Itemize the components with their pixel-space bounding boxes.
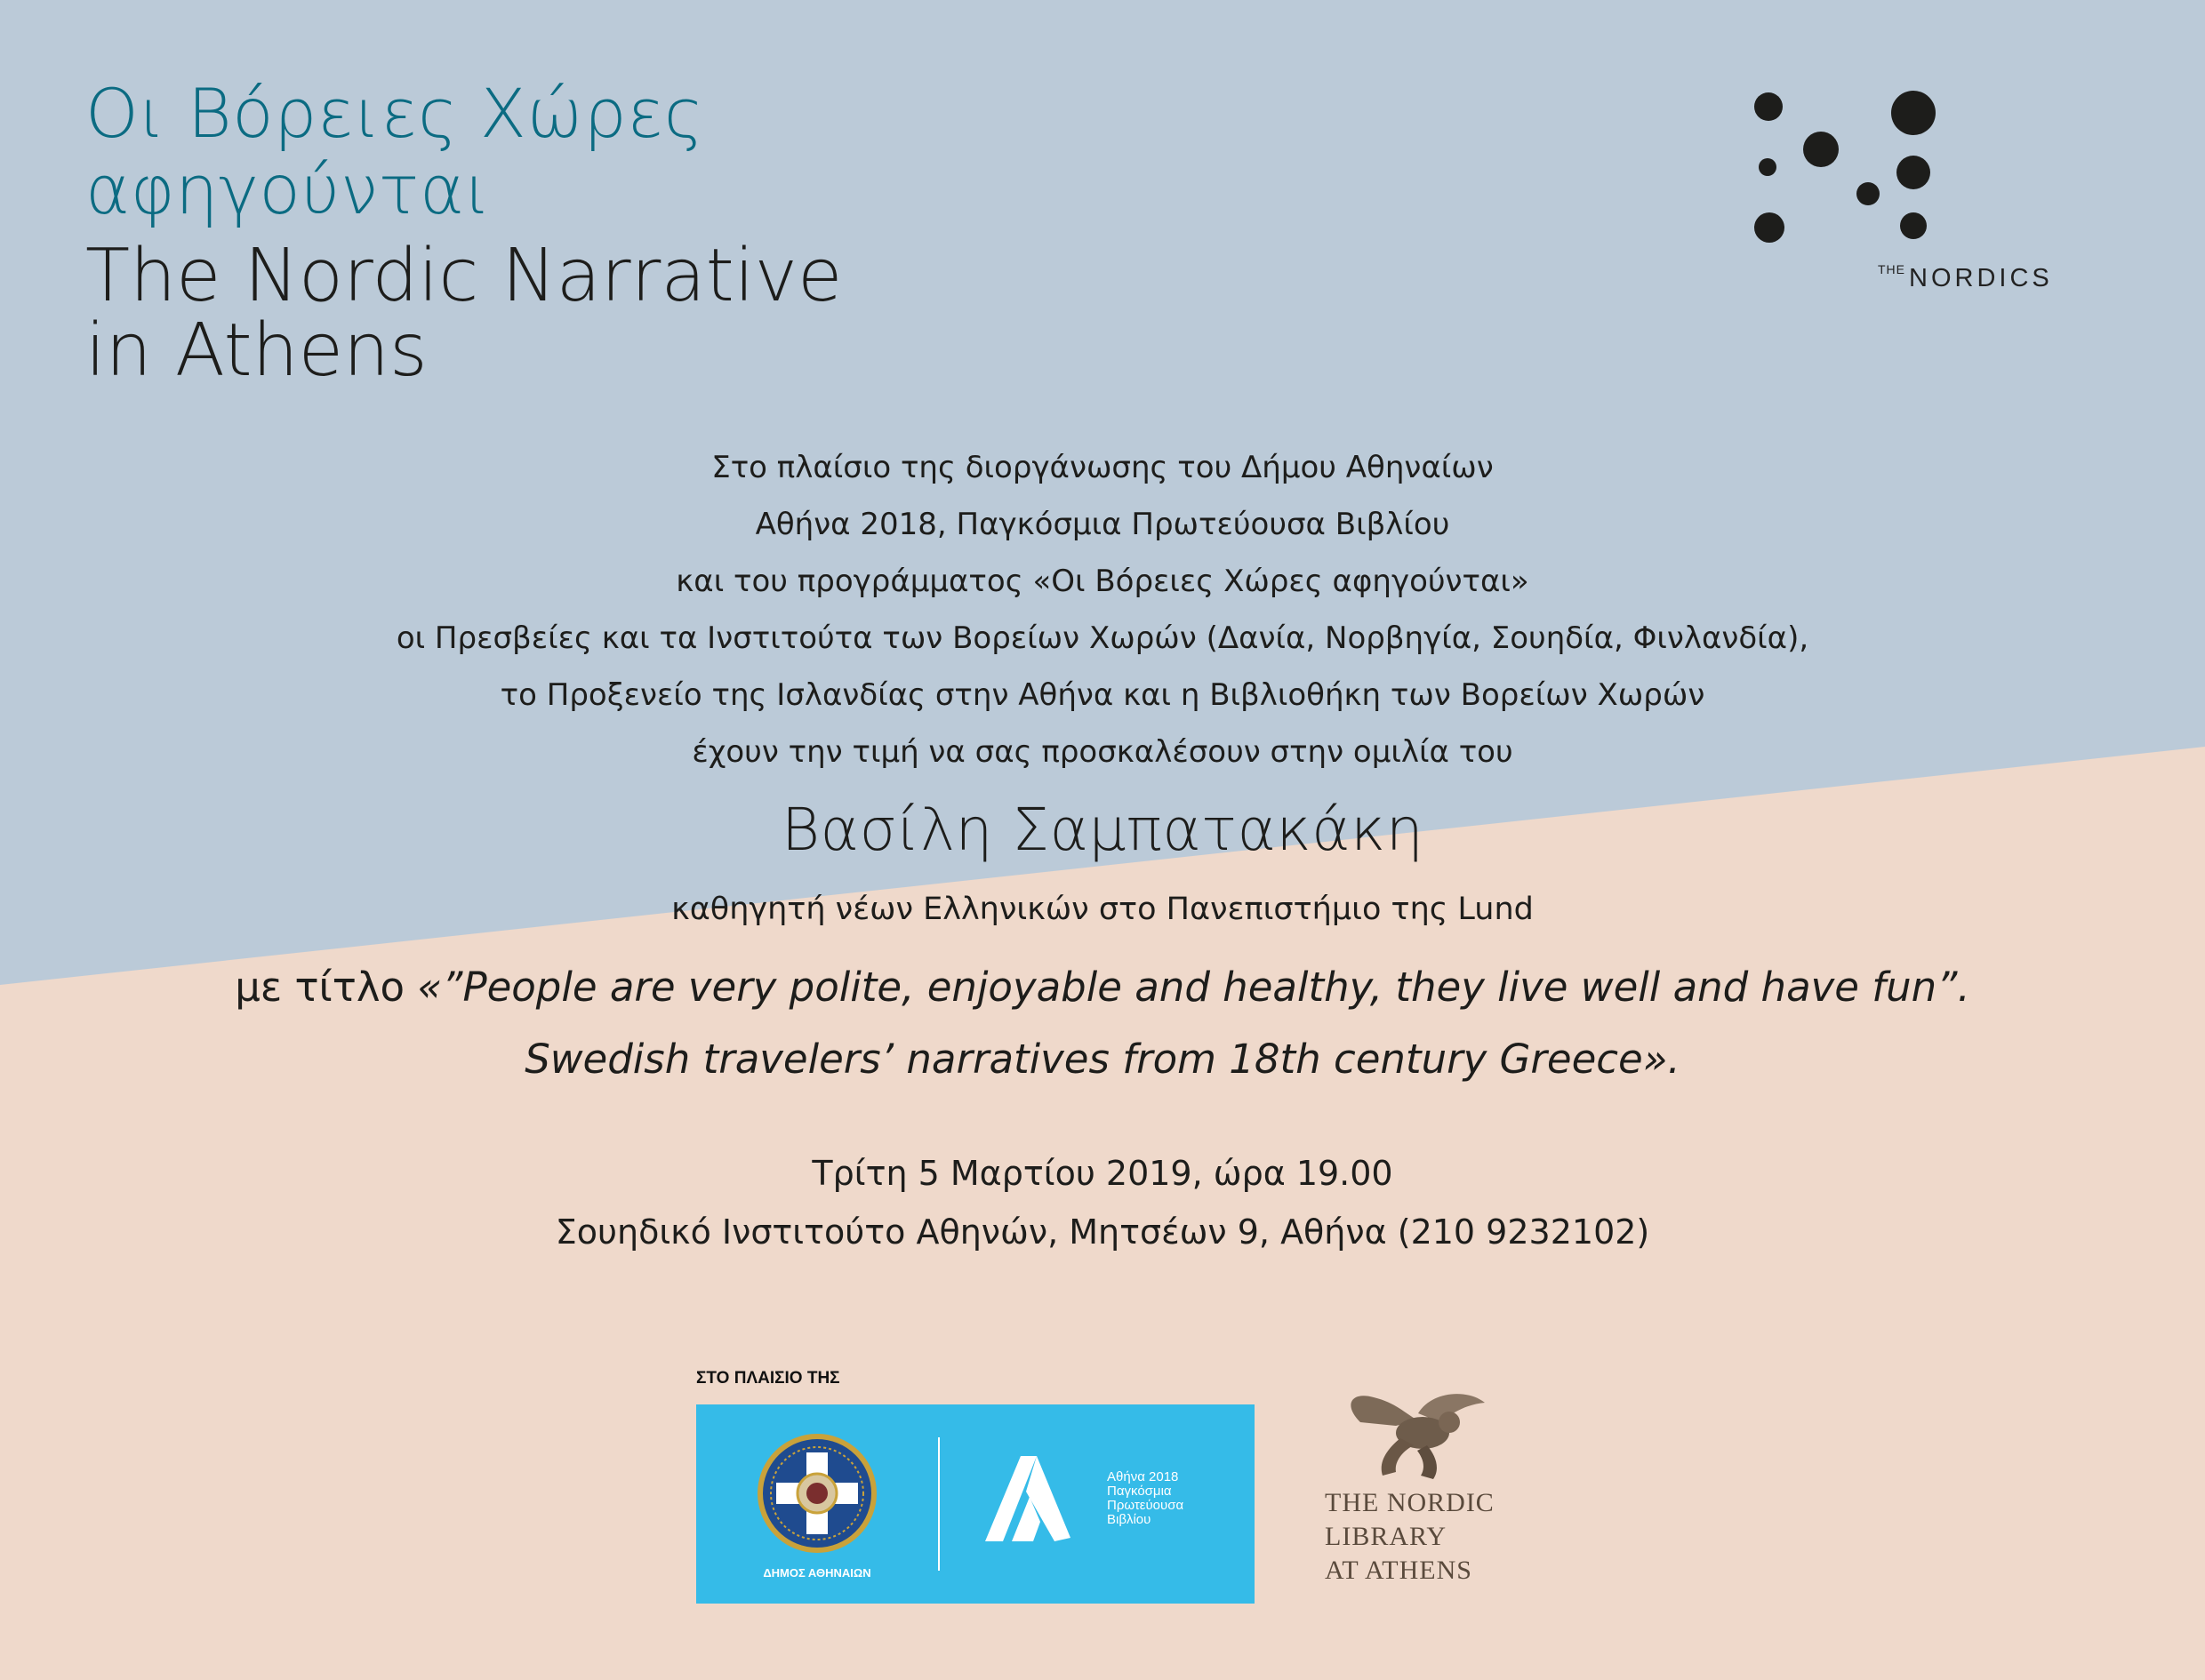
invitation-line-4: οι Πρεσβείες και τα Ινστιτούτα των Βορείων Χωρών (Δανία, Νορβηγία, Σουηδία, Φινλανδία),: [396, 620, 1809, 656]
english-title-line-2: in Athens: [85, 308, 428, 393]
talk-title-line-1: [0, 951, 2205, 1023]
book-capital-line-1: Αθήνα 2018: [1107, 1469, 1179, 1484]
invitation-text: [0, 439, 2205, 780]
speaker-position: καθηγητή νέων Ελληνικών στο Πανεπιστήμιο της Lund: [671, 892, 1534, 927]
athens-2018-logo-banner: [696, 1404, 1255, 1604]
event-venue: Σουηδικό Ινστιτούτο Αθηνών, Μητσέων 9, Αθήνα (210 9232102): [555, 1212, 1650, 1252]
event-date-time: Τρίτη 5 Μαρτίου 2019, ώρα 19.00: [812, 1154, 1393, 1193]
nordic-library-wordmark: [1325, 1486, 1495, 1588]
the-nordics-wordmark: [1878, 262, 2053, 293]
library-line-2: LIBRARY: [1325, 1522, 1447, 1551]
invitation-line-6: έχουν την τιμή να σας προσκαλέσουν στην ομιλία του: [692, 734, 1513, 770]
english-title: [85, 234, 843, 393]
greek-title: [85, 74, 843, 233]
talk-title-text-1: «”People are very polite, enjoyable and healthy, they live well and have fun”.: [417, 964, 1970, 1011]
speaker-name: Βασίλη Σαμπατακάκη: [781, 796, 1424, 864]
book-capital-line-3: Πρωτεύουσα: [1107, 1498, 1184, 1513]
talk-title: [0, 951, 2205, 1095]
book-capital-line-4: Βιβλίου: [1107, 1512, 1151, 1527]
book-capital-caption: [1107, 1470, 1183, 1527]
book-capital-line-2: Παγκόσμια: [1107, 1484, 1172, 1499]
event-details: [0, 1144, 2205, 1261]
logo-nordics: NORDICS: [1909, 264, 2053, 292]
library-line-1: THE NORDIC: [1325, 1488, 1495, 1517]
english-title-line-1: The Nordic Narrative: [85, 234, 843, 318]
greek-title-line-1: Οι Βόρειες Χώρες: [85, 74, 704, 153]
invitation-line-2: Αθήνα 2018, Παγκόσμια Πρωτεύουσα Βιβλίου: [755, 507, 1450, 542]
invitation-line-3: και του προγράμματος «Οι Βόρειες Χώρες αφηγούνται»: [676, 564, 1529, 599]
greek-title-line-2: αφηγούνται: [85, 150, 492, 229]
event-series-heading: [85, 74, 843, 393]
municipality-caption: ΔΗΜΟΣ ΑΘΗΝΑΙΩΝ: [763, 1566, 871, 1580]
municipality-seal-icon: [757, 1433, 878, 1554]
invitation-line-1: Στο πλαίσιο της διοργάνωσης του Δήμου Αθηναίων: [711, 450, 1494, 485]
talk-title-line-2: Swedish travelers’ narratives from 18th century Greece».: [525, 1036, 1680, 1083]
context-label: ΣΤΟ ΠΛΑΙΣΙΟ ΤΗΣ: [696, 1369, 840, 1388]
talk-title-prefix: με τίτλο: [235, 964, 405, 1011]
library-line-3: AT ATHENS: [1325, 1556, 1472, 1585]
logo-the: THE: [1878, 262, 1905, 276]
invitation-line-5: το Προξενείο της Ισλανδίας στην Αθήνα και η Βιβλιοθήκη των Βορείων Χωρών: [500, 677, 1705, 713]
dot-pattern-logo-icon: [1738, 80, 2094, 293]
angel-icon: [1334, 1387, 1494, 1484]
logo-divider: [938, 1437, 940, 1571]
athens-world-book-capital-icon: [985, 1456, 1085, 1541]
